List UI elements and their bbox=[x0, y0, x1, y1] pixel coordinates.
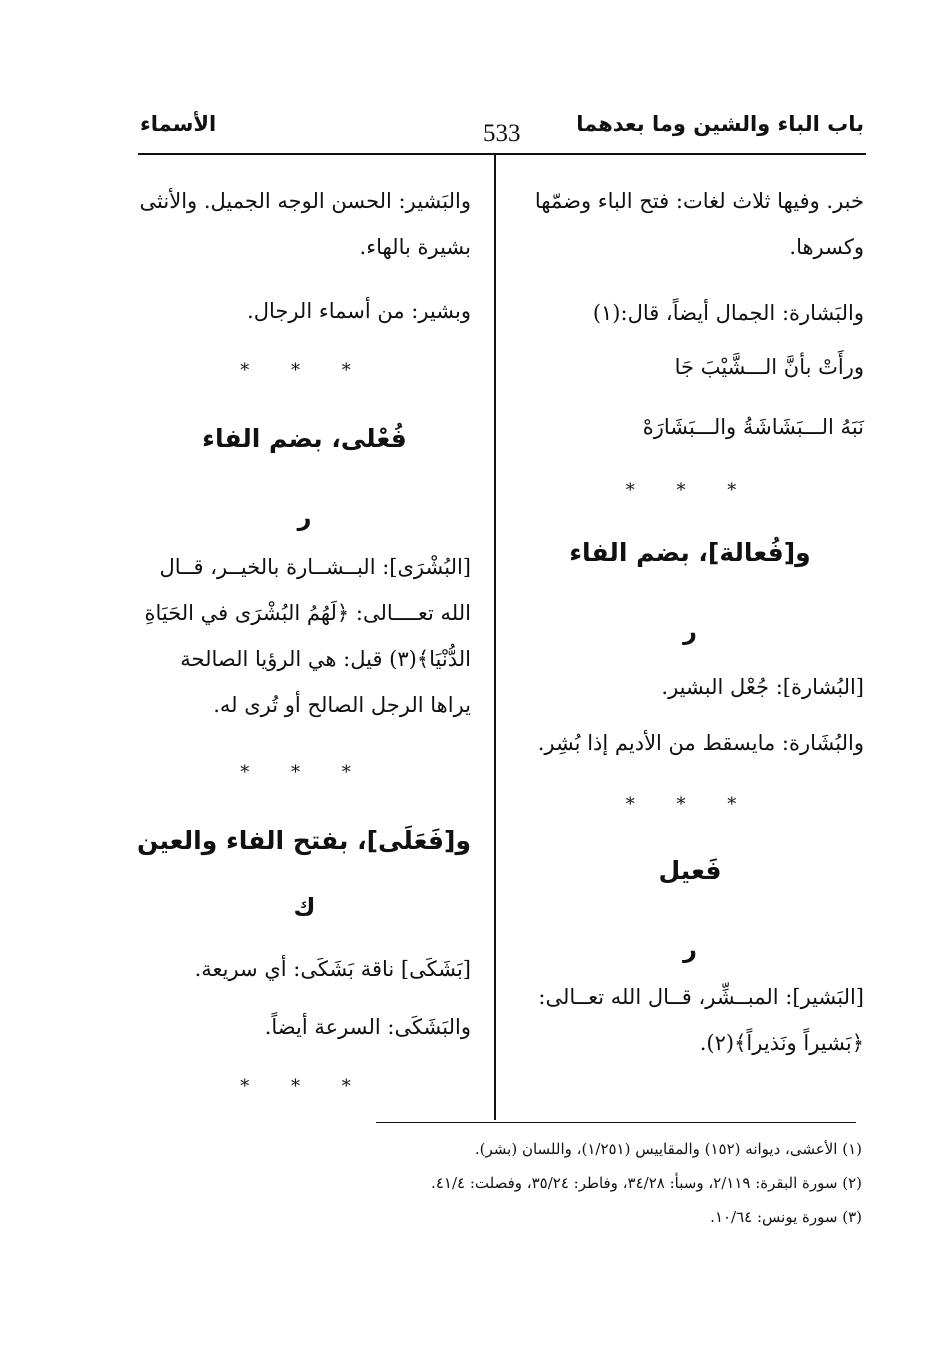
entry-paragraph: [البُشارة]: جُعْل البشير. bbox=[661, 675, 864, 699]
header-rule bbox=[138, 153, 866, 155]
letter-marker: ر bbox=[683, 617, 697, 645]
letter-marker: ر bbox=[297, 503, 312, 531]
entry-paragraph: والبَشارة: الجمال أيضاً، قال:(١) bbox=[592, 301, 864, 325]
chapter-title: باب الباء والشين وما بعدهما bbox=[576, 112, 864, 136]
section-heading: فُعْلى، بضم الفاء bbox=[202, 424, 407, 453]
page-header bbox=[138, 112, 864, 152]
section-separator: * * * bbox=[625, 480, 755, 501]
section-separator: * * * bbox=[240, 762, 369, 783]
entry-paragraph: خبر. وفيها ثلاث لغات: فتح الباء وضمّها وكسرها. bbox=[534, 189, 864, 259]
section-heading: و[فَعَلَى]، بفتح الفاء والعين bbox=[136, 826, 471, 855]
column-divider bbox=[494, 155, 496, 1120]
footnote-rule bbox=[376, 1122, 856, 1123]
letter-marker: ك bbox=[293, 893, 316, 921]
section-separator: * * * bbox=[240, 1076, 369, 1097]
section-heading: فَعيل bbox=[658, 856, 722, 885]
entry-paragraph: والبَشَكَى: السرعة أيضاً. bbox=[264, 1015, 471, 1039]
footnotes bbox=[300, 1132, 862, 1234]
footnote: (٢) سورة البقرة: ٢/١١٩، وسبأ: ٣٤/٢٨، وفاطر: ٣٥/٢٤، وفصلت: ٤١/٤. bbox=[431, 1174, 862, 1192]
letter-marker: ر bbox=[683, 935, 697, 963]
entry-paragraph: [البَشير]: المبــشِّر، قــال الله تعــالى: ﴿بَشيراً ونَذيراً﴾(٢). bbox=[538, 985, 864, 1055]
entry-paragraph: والبَشير: الحسن الوجه الجميل. والأنثى بشيرة بالهاء. bbox=[139, 189, 471, 259]
section-title: الأسماء bbox=[140, 112, 217, 136]
entry-paragraph: [البُشْرَى]: البــشــارة بالخيــر، قــال الله تعــــالى: ﴿لَهُمُ البُشْرَى في الحَيَاةِ الدُّنْيَا﴾(٣) قيل: هي الرؤيا الصالحة يراها الرجل الصالح أو تُرى له. bbox=[144, 555, 471, 717]
poem-verse: ورأَتْ بأنَّ الـــشَّيْبَ جَا bbox=[674, 355, 864, 379]
section-separator: * * * bbox=[240, 360, 369, 381]
footnote: (٣) سورة يونس: ١٠/٦٤. bbox=[710, 1208, 862, 1226]
poem-verse: نَبَهُ الـــبَشَاشَةُ والـــبَشَارَهْ bbox=[642, 415, 864, 439]
footnote: (١) الأعشى، ديوانه (١٥٢) والمقاييس (١/٢٥١)، واللسان (بشر). bbox=[474, 1140, 862, 1158]
entry-paragraph: [بَشَكَى] ناقة بَشَكَى: أي سريعة. bbox=[194, 957, 471, 981]
entry-paragraph: وبشير: من أسماء الرجال. bbox=[247, 299, 471, 323]
section-separator: * * * bbox=[625, 794, 755, 815]
section-heading: و[فُعالة]، بضم الفاء bbox=[569, 538, 811, 567]
page-number: 533 bbox=[483, 120, 521, 147]
entry-paragraph: والبُشَارة: مايسقط من الأديم إذا بُشِر. bbox=[537, 731, 864, 755]
